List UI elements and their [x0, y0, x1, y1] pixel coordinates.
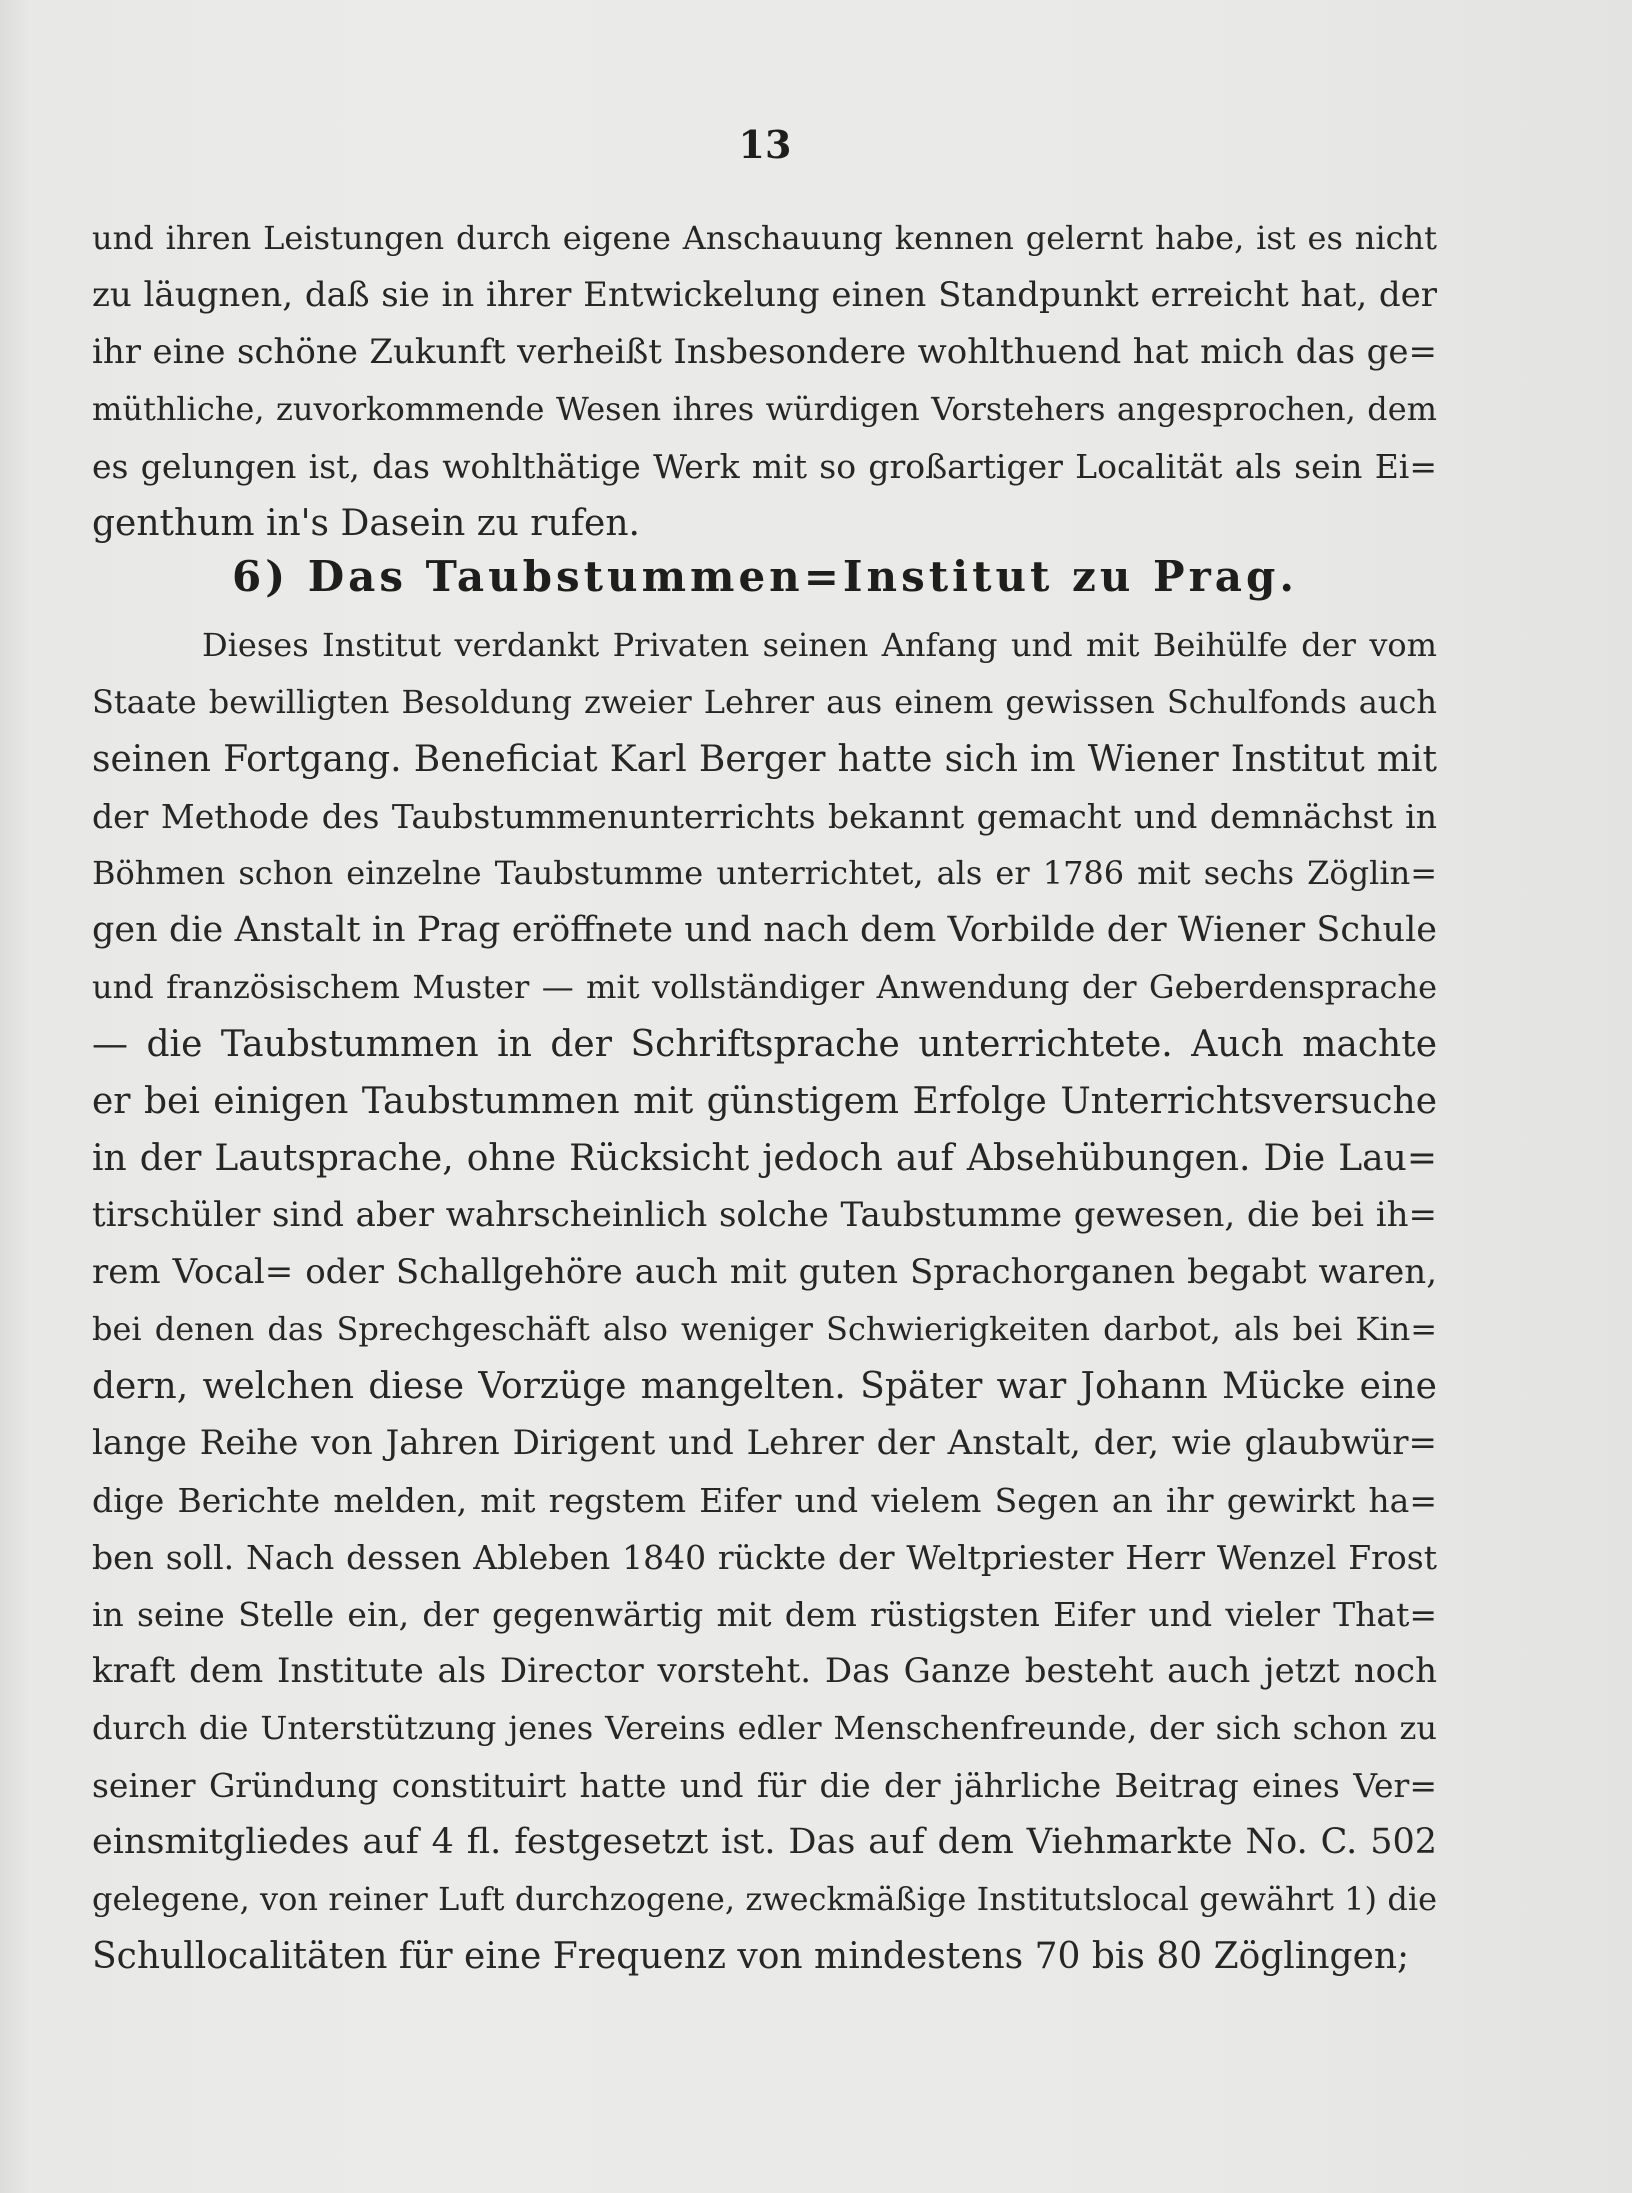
text-line — [92, 1130, 1437, 1187]
text-line-content: und ihren Leistungen durch eigene Anschauung kennen gelernt habe, ist es nicht — [92, 219, 1437, 257]
text-line — [92, 1244, 1437, 1301]
text-line — [92, 731, 1437, 788]
page-number: 13 — [738, 122, 792, 167]
text-line-content: kraft dem Institute als Director vorsteht. Das Ganze besteht auch jetzt noch — [92, 1651, 1437, 1691]
text-line-content: dige Berichte melden, mit regstem Eifer und vielem Segen an ihr gewirkt ha= — [92, 1481, 1437, 1520]
text-line-content: genthum in's Dasein zu rufen. — [92, 503, 640, 544]
text-line — [92, 1814, 1437, 1871]
text-line-content: Schullocalitäten für eine Frequenz von mindestens 70 bis 80 Zöglingen; — [92, 1936, 1410, 1977]
paragraph-2 — [92, 617, 1437, 1985]
text-line — [92, 267, 1437, 324]
text-line-content: durch die Unterstützung jenes Vereins edler Menschenfreunde, der sich schon zu — [92, 1709, 1437, 1747]
text-line — [92, 1529, 1437, 1586]
section-heading: 6) Das Taubstummen=Institut zu Prag. — [232, 552, 1298, 601]
text-line — [92, 1757, 1437, 1814]
text-line — [92, 1700, 1437, 1757]
text-line — [92, 1415, 1437, 1472]
text-line — [92, 1301, 1437, 1358]
text-line-content: der Methode des Taubstummenunterrichts bekannt gemacht und demnächst in — [92, 797, 1437, 836]
text-line — [92, 788, 1437, 845]
text-line-content: lange Reihe von Jahren Dirigent und Lehrer der Anstalt, der, wie glaubwür= — [92, 1423, 1437, 1463]
text-line — [92, 1586, 1437, 1643]
text-line — [92, 1643, 1437, 1700]
text-line-content: bei denen das Sprechgeschäft also weniger Schwierigkeiten darbot, als bei Kin= — [92, 1310, 1437, 1348]
text-line-content: ihr eine schöne Zukunft verheißt Insbesondere wohlthuend hat mich das ge= — [92, 332, 1437, 372]
text-line — [92, 1472, 1437, 1529]
text-line-content: ben soll. Nach dessen Ableben 1840 rückte der Weltpriester Herr Wenzel Frost — [92, 1538, 1437, 1577]
text-line — [92, 1016, 1437, 1073]
text-line — [92, 1073, 1437, 1130]
text-line-content: einsmitgliedes auf 4 fl. festgesetzt ist. Das auf dem Viehmarkte No. C. 502 — [92, 1822, 1437, 1862]
text-line-content: seiner Gründung constituirt hatte und für die der jährliche Beitrag eines Ver= — [92, 1766, 1437, 1805]
text-line — [92, 617, 1437, 674]
text-line — [92, 959, 1437, 1016]
text-line-content: gen die Anstalt in Prag eröffnete und nach dem Vorbilde der Wiener Schule — [92, 910, 1437, 950]
text-line-content: und französischem Muster — mit vollständiger Anwendung der Geberdensprache — [92, 968, 1437, 1006]
text-line — [92, 1187, 1437, 1244]
text-line — [92, 324, 1437, 381]
text-line-content: Böhmen schon einzelne Taubstumme unterrichtet, als er 1786 mit sechs Zöglin= — [92, 854, 1437, 892]
text-line-content: rem Vocal= oder Schallgehöre auch mit guten Sprachorganen begabt waren, — [92, 1252, 1437, 1292]
text-line — [92, 674, 1437, 731]
text-line-content: gelegene, von reiner Luft durchzogene, zweckmäßige Institutslocal gewährt 1) die — [92, 1880, 1437, 1918]
text-line — [92, 495, 1437, 552]
text-line-content: tirschüler sind aber wahrscheinlich solche Taubstumme gewesen, die bei ih= — [92, 1195, 1437, 1235]
text-line — [92, 438, 1437, 495]
text-line-content: in seine Stelle ein, der gegenwärtig mit dem rüstigsten Eifer und vieler That= — [92, 1595, 1437, 1634]
text-line — [92, 845, 1437, 902]
text-line — [92, 210, 1437, 267]
text-line-content: Dieses Institut verdankt Privaten seinen Anfang und mit Beihülfe der vom — [202, 626, 1437, 664]
text-line-content: er bei einigen Taubstummen mit günstigem Erfolge Unterrichtsversuche — [92, 1081, 1437, 1122]
text-line-content: es gelungen ist, das wohlthätige Werk mit so großartiger Localität als sein Ei= — [92, 447, 1437, 486]
text-line-content: in der Lautsprache, ohne Rücksicht jedoch auf Absehübungen. Die Lau= — [92, 1138, 1437, 1179]
text-line-content: — die Taubstummen in der Schriftsprache unterrichtete. Auch machte — [92, 1024, 1437, 1065]
text-line-content: seinen Fortgang. Beneficiat Karl Berger hatte sich im Wiener Institut mit — [92, 739, 1437, 780]
text-line-content: müthliche, zuvorkommende Wesen ihres würdigen Vorstehers angesprochen, dem — [92, 390, 1437, 428]
text-line — [92, 1871, 1437, 1928]
text-line — [92, 902, 1437, 959]
text-line — [92, 1358, 1437, 1415]
text-line-content: Staate bewilligten Besoldung zweier Lehrer aus einem gewissen Schulfonds auch — [92, 683, 1437, 721]
text-line — [92, 381, 1437, 438]
paragraph-1 — [92, 210, 1437, 552]
text-line-content: zu läugnen, daß sie in ihrer Entwickelung einen Standpunkt erreicht hat, der — [92, 275, 1437, 315]
text-line — [92, 1928, 1437, 1985]
text-line-content: dern, welchen diese Vorzüge mangelten. Später war Johann Mücke eine — [92, 1366, 1437, 1407]
